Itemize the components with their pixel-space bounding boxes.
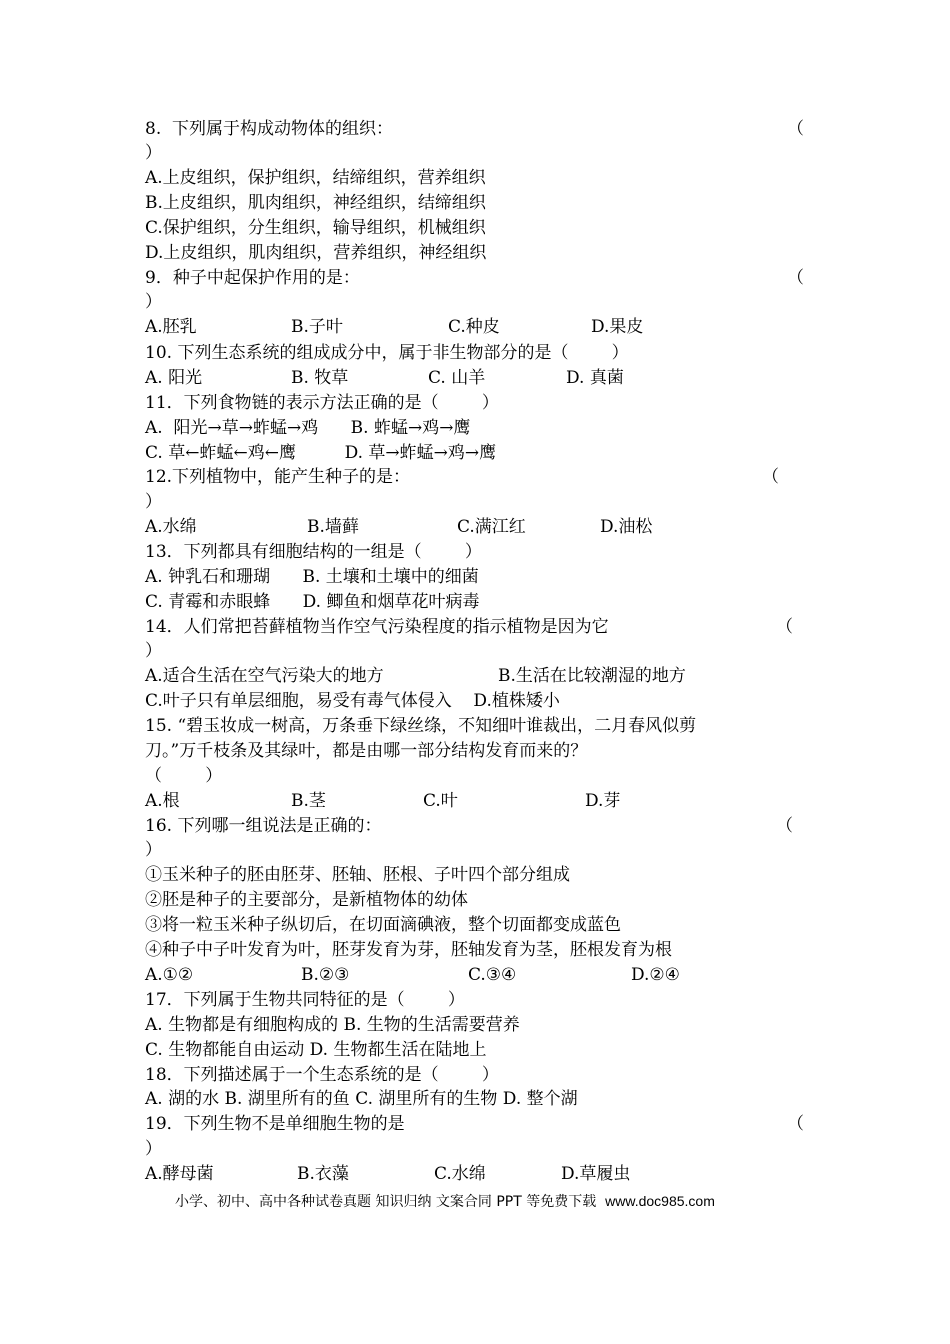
q10-stem: 10. 下列生态系统的组成成分中，属于非生物部分的是（ ） bbox=[145, 343, 629, 363]
q8-stem: 8. 下列属于构成动物体的组织： bbox=[145, 119, 394, 139]
q16-option-a: A.①② bbox=[145, 965, 194, 985]
q16-statement-3: ③将一粒玉米种子纵切后，在切面滴碘液，整个切面都变成蓝色 bbox=[145, 915, 621, 935]
q11-options-cd: C. 草←蚱蜢←鸡←鹰 D. 草→蚱蜢→鸡→鹰 bbox=[145, 443, 497, 463]
q18-options: A. 湖的水 B. 湖里所有的鱼 C. 湖里所有的生物 D. 整个湖 bbox=[145, 1089, 578, 1109]
q10-option-a: A. 阳光 bbox=[145, 368, 203, 388]
q18-stem: 18．下列描述属于一个生态系统的是（ ） bbox=[145, 1065, 499, 1085]
q12-option-a: A.水绵 bbox=[145, 517, 197, 537]
q19-option-b: B.衣藻 bbox=[297, 1164, 349, 1184]
q8-option-a: A.上皮组织，保护组织，结缔组织，营养组织 bbox=[145, 168, 486, 188]
q13-options-ab: A. 钟乳石和珊瑚 B. 土壤和土壤中的细菌 bbox=[145, 567, 479, 587]
q16-open-paren: （ bbox=[776, 816, 793, 836]
q15-answer-paren: （ ） bbox=[145, 766, 223, 786]
q8-option-b: B.上皮组织，肌肉组织，神经组织，结缔组织 bbox=[145, 193, 486, 213]
q14-option-b: B.生活在比较潮湿的地方 bbox=[498, 666, 686, 686]
q10-option-b: B. 牧草 bbox=[291, 368, 349, 388]
q11-stem: 11．下列食物链的表示方法正确的是（ ） bbox=[145, 393, 499, 413]
q16-option-b: B.②③ bbox=[301, 965, 350, 985]
q9-option-b: B.子叶 bbox=[291, 317, 343, 337]
q15-option-d: D.芽 bbox=[585, 791, 621, 811]
q15-stem-line1: 15. “碧玉妆成一树高，万条垂下绿丝绦，不知细叶谁裁出，二月春风似剪 bbox=[145, 716, 697, 736]
q19-option-a: A.酵母菌 bbox=[145, 1164, 214, 1184]
q10-option-d: D. 真菌 bbox=[566, 368, 624, 388]
q14-stem: 14．人们常把苔藓植物当作空气污染程度的指示植物是因为它 bbox=[145, 617, 609, 637]
q15-option-b: B.茎 bbox=[291, 791, 326, 811]
q17-options-cd: C. 生物都能自由运动 D. 生物都生活在陆地上 bbox=[145, 1040, 487, 1060]
q12-option-c: C.满江红 bbox=[457, 517, 526, 537]
q13-stem: 13．下列都具有细胞结构的一组是（ ） bbox=[145, 542, 482, 562]
q12-close-paren: ） bbox=[145, 492, 162, 512]
q17-stem: 17．下列属于生物共同特征的是（ ） bbox=[145, 990, 465, 1010]
q16-stem: 16. 下列哪一组说法是正确的： bbox=[145, 816, 382, 836]
q14-option-a: A.适合生活在空气污染大的地方 bbox=[145, 666, 384, 686]
q14-open-paren: （ bbox=[776, 617, 793, 637]
q8-option-d: D.上皮组织，肌肉组织，营养组织，神经组织 bbox=[145, 243, 487, 263]
q15-option-c: C.叶 bbox=[423, 791, 458, 811]
q9-option-c: C.种皮 bbox=[448, 317, 500, 337]
q16-option-d: D.②④ bbox=[631, 965, 680, 985]
q9-close-paren: ） bbox=[145, 292, 162, 312]
q16-option-c: C.③④ bbox=[468, 965, 517, 985]
q11-options-ab: A. 阳光→草→蚱蜢→鸡 B. 蚱蜢→鸡→鹰 bbox=[145, 418, 471, 438]
q13-options-cd: C. 青霉和赤眼蜂 D. 鲫鱼和烟草花叶病毒 bbox=[145, 592, 480, 612]
q8-open-paren: （ bbox=[787, 119, 804, 139]
q16-close-paren: ） bbox=[145, 840, 162, 860]
q15-option-a: A.根 bbox=[145, 791, 180, 811]
q16-statement-2: ②胚是种子的主要部分，是新植物体的幼体 bbox=[145, 890, 468, 910]
q10-option-c: C. 山羊 bbox=[428, 368, 486, 388]
q17-options-ab: A. 生物都是有细胞构成的 B. 生物的生活需要营养 bbox=[145, 1015, 520, 1035]
q19-stem: 19．下列生物不是单细胞生物的是 bbox=[145, 1114, 405, 1134]
page-footer bbox=[175, 1191, 715, 1212]
q16-statement-4: ④种子中子叶发育为叶，胚芽发育为芽，胚轴发育为茎，胚根发育为根 bbox=[145, 940, 672, 960]
q15-stem-line2: 刀。”万千枝条及其绿叶，都是由哪一部分结构发育而来的？ bbox=[145, 741, 588, 761]
q12-stem: 12.下列植物中，能产生种子的是： bbox=[145, 467, 411, 487]
footer-text: 小学、初中、高中各种试卷真题 知识归纳 文案合同 PPT 等免费下载 bbox=[175, 1194, 597, 1210]
q12-open-paren: （ bbox=[762, 467, 779, 487]
q14-options-cd: C.叶子只有单层细胞，易受有毒气体侵入 D.植株矮小 bbox=[145, 691, 560, 711]
q9-stem: 9．种子中起保护作用的是： bbox=[145, 268, 360, 288]
q19-close-paren: ） bbox=[145, 1139, 162, 1159]
q19-option-c: C.水绵 bbox=[434, 1164, 486, 1184]
q12-option-b: B.墙藓 bbox=[307, 517, 359, 537]
q9-open-paren: （ bbox=[787, 268, 804, 288]
q14-close-paren: ） bbox=[145, 641, 162, 661]
q9-option-a: A.胚乳 bbox=[145, 317, 197, 337]
q16-statement-1: ①玉米种子的胚由胚芽、胚轴、胚根、子叶四个部分组成 bbox=[145, 865, 570, 885]
q19-open-paren: （ bbox=[787, 1114, 804, 1134]
q12-option-d: D.油松 bbox=[600, 517, 653, 537]
q8-close-paren: ） bbox=[145, 143, 162, 163]
q8-option-c: C.保护组织，分生组织，输导组织，机械组织 bbox=[145, 218, 486, 238]
q9-option-d: D.果皮 bbox=[591, 317, 644, 337]
q19-option-d: D.草履虫 bbox=[561, 1164, 631, 1184]
footer-url[interactable]: www.doc985.com bbox=[605, 1193, 715, 1209]
